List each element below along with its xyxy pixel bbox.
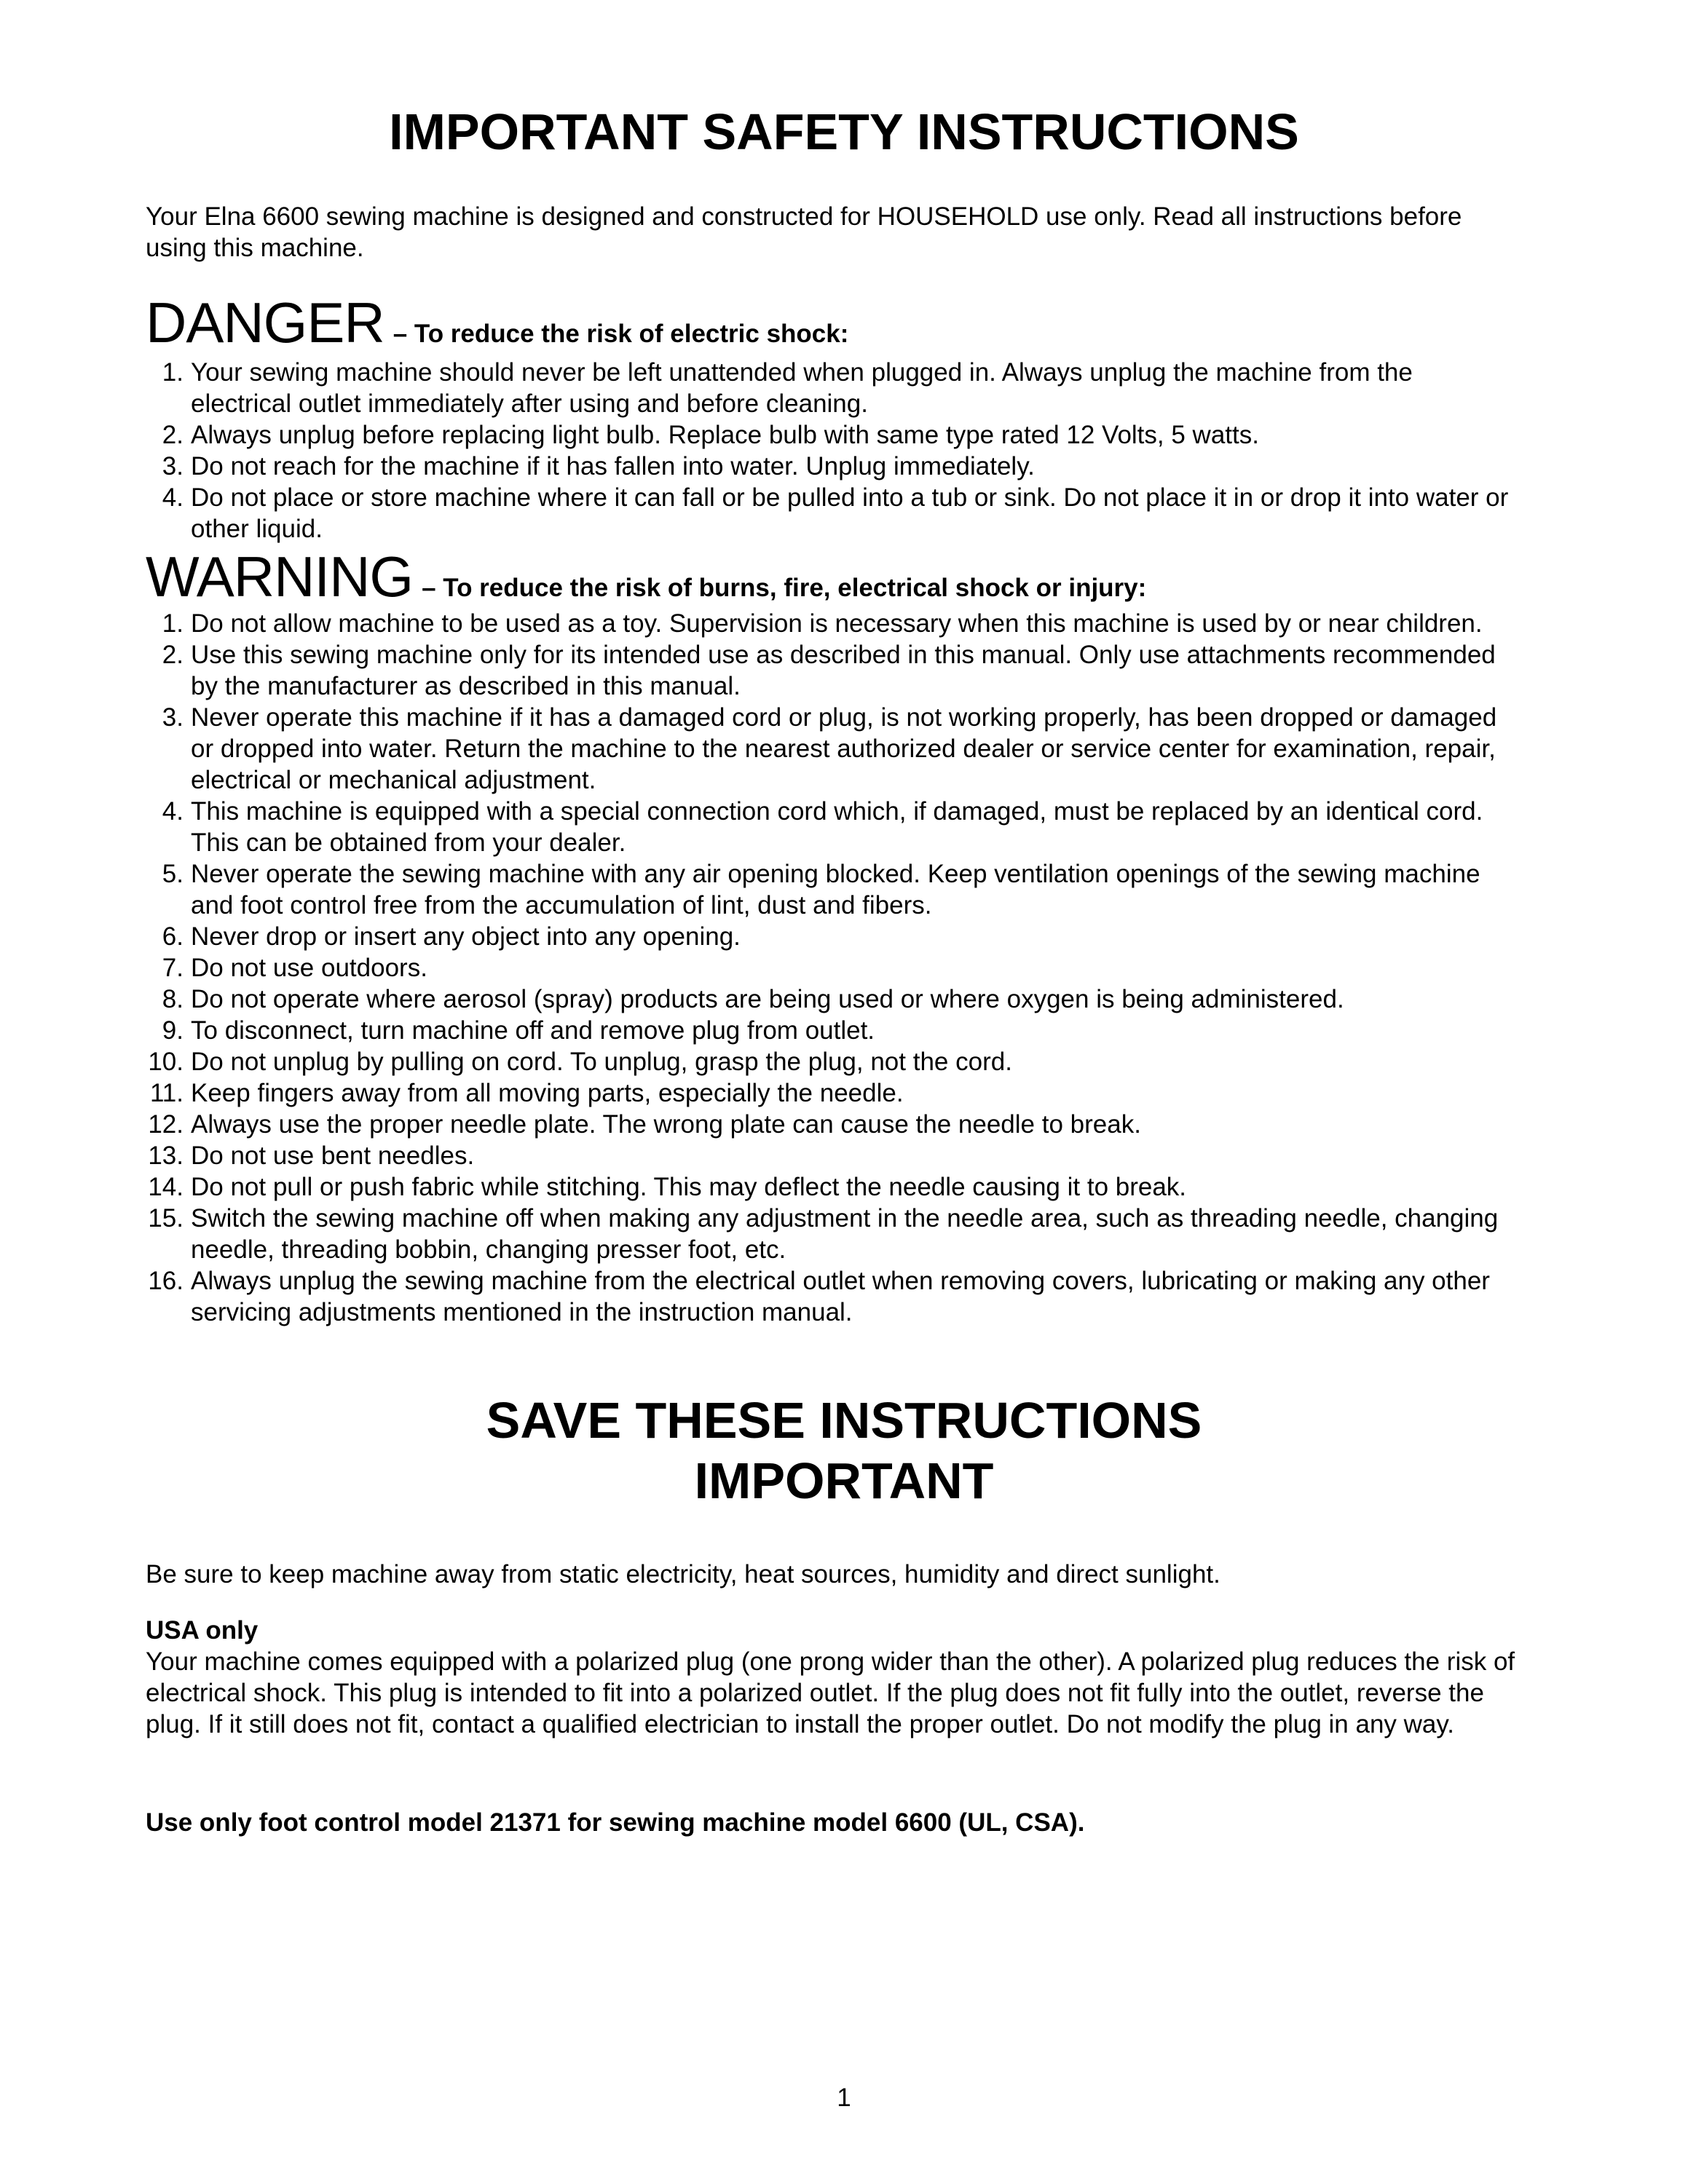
- list-item-number: 8.: [162, 985, 184, 1013]
- list-item: [146, 357, 1515, 419]
- save-instructions-title: SAVE THESE INSTRUCTIONS: [486, 1392, 1202, 1449]
- warning-list: [146, 608, 1515, 1328]
- list-item-text: Do not use outdoors.: [191, 954, 427, 982]
- list-item: [146, 608, 1515, 639]
- list-item-text: Do not pull or push fabric while stitching. This may deflect the needle causing it to break.: [191, 1173, 1187, 1201]
- list-item-number: 12.: [148, 1110, 184, 1139]
- list-item-number: 6.: [162, 922, 184, 951]
- list-item-text: Use this sewing machine only for its intended use as described in this manual. Only use attachments recommended by the manufacturer as described in this manual.: [191, 641, 1496, 700]
- danger-word: DANGER: [146, 290, 384, 355]
- list-item-number: 9.: [162, 1016, 184, 1045]
- list-item: [146, 1203, 1515, 1265]
- list-item: [146, 1140, 1515, 1171]
- list-item-number: 13.: [148, 1142, 184, 1170]
- list-item-number: 4.: [162, 797, 184, 826]
- list-item-number: 14.: [148, 1173, 184, 1201]
- list-item-text: Keep fingers away from all moving parts, especially the needle.: [191, 1079, 904, 1107]
- list-item: [146, 451, 1515, 482]
- list-item-number: 2.: [162, 421, 184, 449]
- list-item-text: Do not reach for the machine if it has fallen into water. Unplug immediately.: [191, 452, 1035, 480]
- list-item: [146, 1015, 1515, 1046]
- list-item-text: Do not use bent needles.: [191, 1142, 475, 1170]
- list-item-text: Always unplug before replacing light bulb. Replace bulb with same type rated 12 Volts, 5 watts.: [191, 421, 1259, 449]
- list-item-number: 7.: [162, 954, 184, 982]
- list-item-number: 10.: [148, 1048, 184, 1076]
- list-item: [146, 482, 1515, 545]
- list-item: [146, 984, 1515, 1015]
- list-item-text: Never operate the sewing machine with any air opening blocked. Keep ventilation openings of the sewing machine and foot control free from the accumulation of lint, dust and fibers.: [191, 860, 1480, 919]
- list-item-text: Do not operate where aerosol (spray) products are being used or where oxygen is being administered.: [191, 985, 1344, 1013]
- page-title: IMPORTANT SAFETY INSTRUCTIONS: [389, 103, 1299, 160]
- page-number: 1: [837, 2084, 851, 2112]
- list-item-number: 5.: [162, 860, 184, 888]
- list-item-number: 4.: [162, 483, 184, 512]
- list-item-text: Always use the proper needle plate. The wrong plate can cause the needle to break.: [191, 1110, 1141, 1139]
- list-item: [146, 952, 1515, 984]
- danger-subtitle: – To reduce the risk of electric shock:: [393, 320, 849, 348]
- warning-heading: [146, 545, 1146, 608]
- list-item: [146, 1171, 1515, 1203]
- list-item: [146, 702, 1515, 796]
- polarized-plug-paragraph: Your machine comes equipped with a polarized plug (one prong wider than the other). A polarized plug reduces the risk of electrical shock. This plug is intended to fit into a polarized outlet. If the plug does not fit fully into the outlet, reverse the plug. If it still does not fit, contact a qualified electrician to install the proper outlet. Do not modify the plug in any way.: [146, 1647, 1515, 1738]
- keep-away-note: Be sure to keep machine away from static electricity, heat sources, humidity and direct sunlight.: [146, 1560, 1220, 1588]
- list-item: [146, 858, 1515, 921]
- usa-only-label: USA only: [146, 1616, 259, 1645]
- list-item: [146, 1265, 1515, 1328]
- warning-subtitle: – To reduce the risk of burns, fire, electrical shock or injury:: [422, 574, 1147, 602]
- list-item: [146, 639, 1515, 702]
- list-item-number: 3.: [162, 452, 184, 480]
- list-item-text: Your sewing machine should never be left unattended when plugged in. Always unplug the machine from the electrical outlet immediately after using and before cleaning.: [191, 358, 1413, 418]
- list-item: [146, 796, 1515, 858]
- list-item: [146, 921, 1515, 952]
- list-item-text: Never operate this machine if it has a damaged cord or plug, is not working properly, has been dropped or damaged or dropped into water. Return the machine to the nearest authorized dealer or service center for examination, repair, electrical or mechanical adjustment.: [191, 703, 1497, 794]
- important-title: IMPORTANT: [694, 1452, 994, 1509]
- list-item-number: 16.: [148, 1267, 184, 1295]
- list-item-text: Switch the sewing machine off when making any adjustment in the needle area, such as threading needle, changing needle, threading bobbin, changing presser foot, etc.: [191, 1204, 1499, 1264]
- list-item: [146, 1077, 1515, 1109]
- list-item-number: 11.: [149, 1079, 184, 1107]
- danger-list: [146, 357, 1515, 545]
- warning-word: WARNING: [146, 545, 414, 609]
- list-item-text: Do not allow machine to be used as a toy. Supervision is necessary when this machine is used by or near children.: [191, 609, 1483, 638]
- foot-control-note: Use only foot control model 21371 for sewing machine model 6600 (UL, CSA).: [146, 1808, 1085, 1837]
- list-item-text: This machine is equipped with a special connection cord which, if damaged, must be replaced by an identical cord. This can be obtained from your dealer.: [191, 797, 1483, 857]
- list-item-number: 15.: [148, 1204, 184, 1233]
- intro-paragraph: Your Elna 6600 sewing machine is designed and constructed for HOUSEHOLD use only. Read all instructions before using this machine.: [146, 202, 1462, 262]
- list-item-text: Never drop or insert any object into any opening.: [191, 922, 741, 951]
- list-item: [146, 419, 1515, 451]
- list-item-text: Do not unplug by pulling on cord. To unplug, grasp the plug, not the cord.: [191, 1048, 1012, 1076]
- list-item-text: To disconnect, turn machine off and remove plug from outlet.: [191, 1016, 875, 1045]
- list-item: [146, 1046, 1515, 1077]
- list-item-number: 2.: [162, 641, 184, 669]
- list-item-number: 1.: [162, 609, 184, 638]
- danger-heading: [146, 291, 848, 354]
- list-item-text: Do not place or store machine where it can fall or be pulled into a tub or sink. Do not place it in or drop it into water or other liquid.: [191, 483, 1509, 543]
- list-item: [146, 1109, 1515, 1140]
- list-item-number: 3.: [162, 703, 184, 732]
- list-item-number: 1.: [162, 358, 184, 387]
- list-item-text: Always unplug the sewing machine from the electrical outlet when removing covers, lubricating or making any other servicing adjustments mentioned in the instruction manual.: [191, 1267, 1490, 1326]
